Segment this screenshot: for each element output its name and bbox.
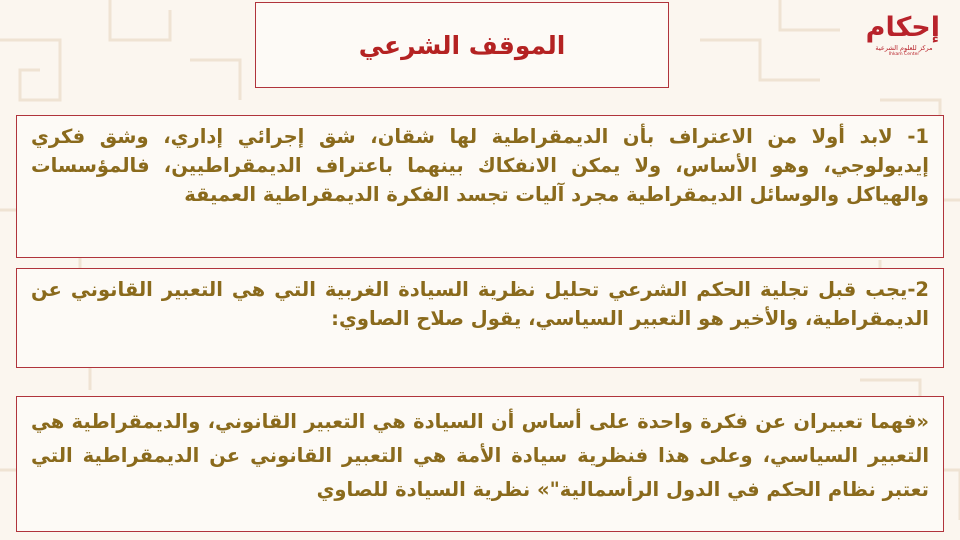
quote-box [16,396,944,532]
paragraph-2: 2-يجب قبل تجلية الحكم الشرعي تحليل نظرية السيادة الغربية التي هي التعبير القانوني عن الديمقراطية، والأخير هو التعبير السياسي، يقول صلاح الصاوي: [31,278,929,330]
logo-mark: إحكام [865,12,940,43]
page-title: الموقف الشرعي [358,30,566,60]
title-box [255,2,669,88]
paragraph-box-2 [16,268,944,368]
quote-paragraph: «فهما تعبيران عن فكرة واحدة على أساس أن السيادة هي التعبير القانوني، والديمقراطية هي التعبير السياسي، وعلى هذا فنظرية سيادة الأمة هي التعبير القانوني عن الديمقراطية التي تعتبر نظام الحكم في الدول الرأسمالية"» نظرية السيادة للصاوي [31,410,929,501]
logo-subtitle: مركز للعلوم الشرعية [875,44,933,52]
logo-small-text: Ihkam Center [888,52,920,57]
paragraph-1: 1- لابد أولا من الاعتراف بأن الديمقراطية لها شقان، شق إجرائي إداري، وشق فكري إيديولوجي، وهو الأساس، ولا يمكن الانفكاك بينهما باعتراف الديمقراطيين، فالمؤسسات والهياكل والوسائل الديمقراطية مجرد آليات تجسد الفكرة الديمقراطية العميقة [31,125,929,206]
logo [865,12,940,64]
paragraph-box-1 [16,115,944,258]
